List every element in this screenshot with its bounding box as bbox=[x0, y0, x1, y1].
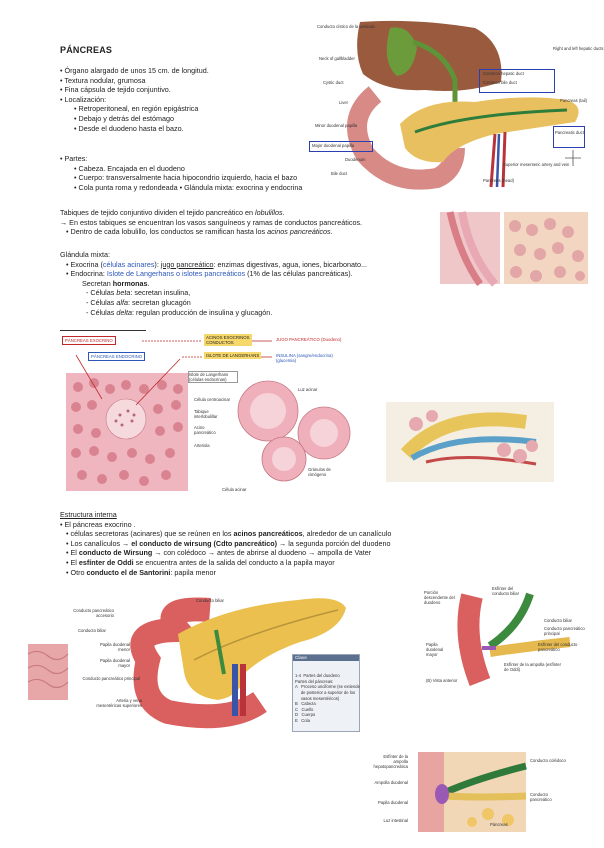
key-lines: 1-4 Partes del duodeno Partes del páncreas: A Proceso unciforme (se extiende de posterior a superior de los vasos mesentéricos) B Cabeza C Cuello D Cuerpo E Cola bbox=[295, 673, 360, 723]
list-item: • Partes: bbox=[60, 154, 88, 163]
figure-label: Esfínter del conducto biliar bbox=[492, 586, 520, 596]
section-heading: Estructura interna bbox=[60, 510, 117, 519]
text-line: - Células alfa: secretan glucagón bbox=[86, 297, 191, 307]
figure-label: Superior mesenteric artery and vein bbox=[503, 162, 570, 167]
list-item: • Cuerpo: transversalmente hacia hipocondrio izquierdo, hacia el bazo bbox=[74, 173, 298, 183]
list-item: • Textura nodular, grumosa bbox=[60, 75, 146, 85]
figure-label: Neck of gallbladder bbox=[319, 56, 355, 61]
figure-label: Arteria y vena mesentéricas superiores bbox=[96, 698, 142, 708]
text-line: • Dentro de cada lobulillo, los conductos se ramifican hasta los acinos pancreáticos. bbox=[66, 227, 333, 237]
list-item: • Desde el duodeno hasta el bazo. bbox=[74, 123, 184, 133]
figure-label: Minor duodenal papilla bbox=[315, 123, 358, 128]
figure-label: Célula acinar bbox=[222, 487, 247, 492]
acinar-duct-figure bbox=[386, 402, 554, 482]
text-line: - Células beta: secretan insulina, bbox=[86, 288, 191, 298]
divider bbox=[60, 330, 146, 331]
figure-label: Bile duct bbox=[331, 171, 348, 176]
list-item: • El conducto de Wirsung → con colédoco → antes de abrirse al duodeno → ampolla de Vater bbox=[66, 548, 372, 558]
ampulla-figure bbox=[368, 752, 568, 832]
figure-label: Common bile duct bbox=[483, 80, 517, 85]
figure-label: Célula centroacinar bbox=[194, 397, 231, 402]
list-item: • Otro conducto el de Santorini: papila menor bbox=[66, 567, 216, 577]
tabiques-block bbox=[60, 208, 362, 237]
list-item: • Cola punta roma y redondeada • Glándula mixta: exocrina y endocrina bbox=[74, 182, 303, 192]
figure-label: Conducto biliar bbox=[78, 628, 106, 633]
figure-label: Gránulos de cimógeno bbox=[308, 467, 331, 477]
list-item: • Localización: bbox=[60, 94, 107, 104]
figure-label: (B) Vista anterior bbox=[426, 678, 458, 683]
list-item: • Cabeza. Encajada en el duodeno bbox=[74, 163, 185, 173]
figure-label: Right and left hepatic ducts bbox=[553, 46, 604, 51]
figure-label: Acino pancreático bbox=[194, 425, 216, 435]
figure-label: Papila duodenal menor bbox=[99, 642, 130, 652]
text-line: Glándula mixta: bbox=[60, 250, 110, 259]
text-line: Secretan hormonas. bbox=[82, 278, 150, 288]
acinos-box: ACINOS EXOCRINOS CONDUCTOS bbox=[204, 334, 252, 346]
figure-label: Esfínter del conducto pancreático bbox=[538, 642, 578, 652]
lobule-histology-figure bbox=[440, 196, 590, 292]
figure-label: Porción descendente del duodeno bbox=[424, 590, 455, 605]
key-box bbox=[292, 654, 360, 732]
list-item: • Retroperitoneal, en región epigástrica bbox=[74, 104, 199, 114]
figure-label: Esfínter de la ampolla hepatopancreática bbox=[373, 754, 408, 769]
figure-label: Esfínter de la ampolla (esfínter de Oddi) bbox=[504, 662, 562, 672]
sphincter-figure bbox=[420, 586, 596, 690]
page-title: PÁNCREAS bbox=[60, 45, 113, 55]
figure-label: Conducto biliar bbox=[544, 618, 572, 623]
histology-figure bbox=[62, 335, 362, 495]
text-line: Tabiques de tejido conjuntivo dividen el tejido pancreático en lobulillos. bbox=[60, 208, 285, 217]
list-item: • El esfínter de Oddi se encuentra antes de la salida del conducto a la papila mayor bbox=[66, 557, 335, 567]
list-item: • Debajo y detrás del estómago bbox=[74, 113, 175, 123]
figure-label: Major duodenal papilla bbox=[312, 143, 355, 148]
figure-label: Conducto pancreático bbox=[530, 792, 552, 802]
figure-label: Pancreas (head) bbox=[483, 178, 514, 183]
exocrine-label: PÁNCREAS EXOCRINO bbox=[62, 336, 116, 345]
figure-label: Conducto pancreático principal bbox=[544, 626, 585, 636]
list-item: • Los canalículos → el conducto de wirsung (Cdto pancreático) → la segunda porción del duodeno bbox=[66, 538, 391, 548]
figure-label: Tabique interlobulillar bbox=[194, 409, 218, 419]
endocrine-label: PÁNCREAS ENDOCRINO bbox=[88, 352, 145, 361]
figure-label: Luz acinar bbox=[298, 387, 318, 392]
figure-label: Papila duodenal mayor bbox=[426, 642, 444, 657]
figure-label: Conducto pancreático principal bbox=[82, 676, 140, 681]
figure-label: Duodenum bbox=[345, 157, 366, 162]
figure-label: Conducto biliar bbox=[196, 598, 224, 603]
estructura-block bbox=[60, 510, 391, 577]
islote-box: ISLOTE DE LANGERHANS bbox=[206, 353, 260, 358]
figure-label: Cystic duct bbox=[323, 80, 344, 85]
jugo-label: JUGO PANCREÁTICO (Duodeno) bbox=[276, 337, 342, 342]
figure-label: Conducto cístico de la vesícula bbox=[317, 24, 375, 29]
figure-label: Conducto pancreático accesorio bbox=[73, 608, 114, 618]
pancreas-anatomy-figure bbox=[305, 22, 604, 194]
text-line: • Exocrina (células acinares): jugo pancreático: enzimas digestivas, agua, iones, bicarbonato... bbox=[66, 259, 367, 269]
figure-label: Ampolla duodenal bbox=[374, 780, 408, 785]
figure-label: Common hepatic duct bbox=[483, 71, 524, 76]
list-item: • Fina cápsula de tejido conjuntivo. bbox=[60, 85, 171, 95]
figure-label: Páncreas bbox=[490, 822, 508, 827]
text-line: → En estos tabiques se encuentran los vasos sanguíneos y ramas de conductos pancreáticos. bbox=[60, 217, 363, 227]
list-item: • células secretoras (acinares) que se reúnen en los acinos pancreáticos, alrededor de un canalículo bbox=[66, 529, 392, 539]
list-item: • Órgano alargado de unos 15 cm. de longitud. bbox=[60, 66, 209, 75]
figure-label: Liver bbox=[339, 100, 349, 105]
insulina-label: INSULINA (sangre/endocrina) (glucemia) bbox=[276, 353, 333, 363]
text-line: - Células delta: regulan producción de insulina y glucagón. bbox=[86, 307, 273, 317]
figure-label: Papila duodenal bbox=[377, 800, 408, 805]
figure-label: Conducto colédoco bbox=[530, 758, 566, 763]
figure-label: Pancreas (tail) bbox=[560, 98, 587, 103]
figure-label: Papila duodenal mayor bbox=[99, 658, 130, 668]
intro-list bbox=[60, 66, 209, 133]
list-item: • El páncreas exocrino . bbox=[60, 519, 136, 529]
figure-label: Luz intestinal bbox=[383, 818, 408, 823]
figure-label: Arteriola bbox=[194, 443, 210, 448]
glandula-block bbox=[60, 250, 367, 317]
text-line: • Endocrina: Islote de Langerhans o islotes pancreáticos (1% de las células pancreáticas). bbox=[66, 269, 353, 279]
figure-label: Pancreatic duct bbox=[555, 130, 584, 135]
key-title: Clave bbox=[293, 655, 359, 661]
figure-label: Islote de Langerhans (células endocrinas) bbox=[188, 371, 238, 383]
partes-list bbox=[60, 154, 302, 192]
